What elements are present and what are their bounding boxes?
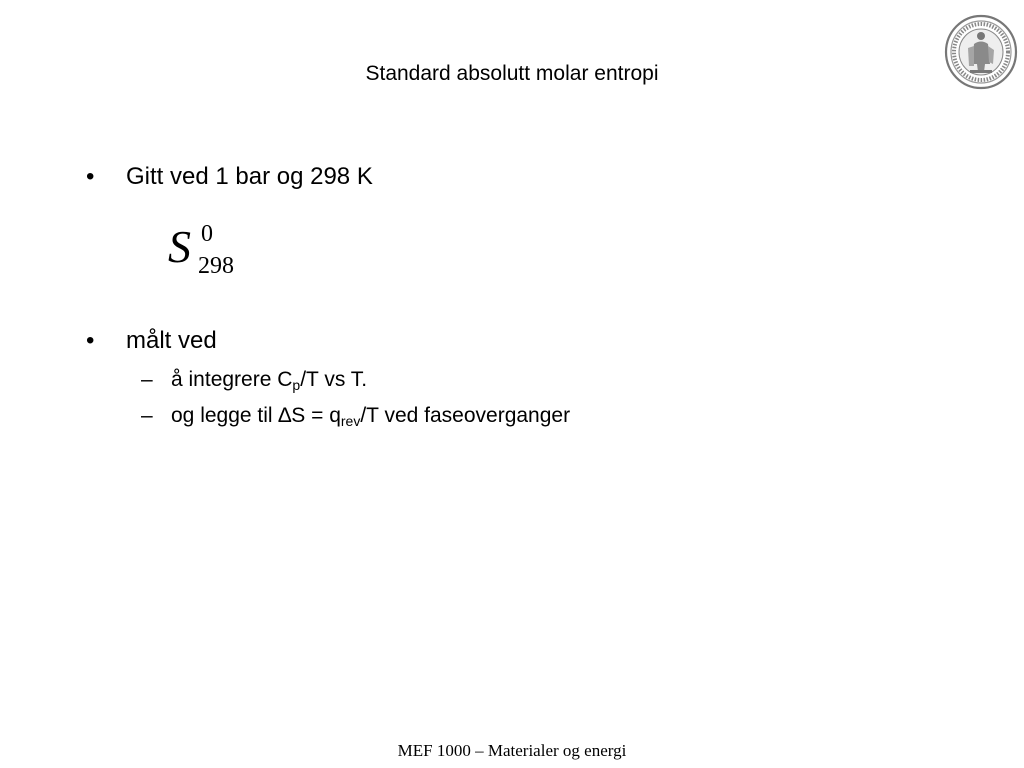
sub-bullet-text-pre: og legge til ∆S = q: [171, 404, 341, 427]
university-seal-logo: [944, 14, 1018, 90]
sub-bullet-text-pre: å integrere C: [171, 368, 293, 391]
bullet-item-2: [86, 326, 217, 356]
sub-bullet-marker: –: [141, 404, 153, 427]
slide-title: Standard absolutt molar entropi: [365, 62, 659, 85]
entropy-formula: [168, 220, 258, 290]
sub-bullet-text-post: /T ved faseoverganger: [360, 404, 571, 427]
sub-bullet-item-1: [141, 367, 367, 393]
sub-bullet-text-post: /T vs T.: [300, 368, 368, 391]
formula-superscript: 0: [201, 221, 213, 247]
sub-bullet-item-2: [141, 403, 570, 429]
bullet-item-1: [86, 162, 373, 192]
bullet-marker: •: [86, 163, 95, 190]
formula-subscript: 298: [198, 253, 234, 279]
sub-bullet-marker: –: [141, 368, 153, 391]
sub-bullet-subscript: p: [292, 377, 301, 393]
bullet-text: målt ved: [126, 327, 217, 354]
slide-footer: MEF 1000 – Materialer og energi: [397, 741, 627, 760]
formula-symbol: S: [168, 221, 191, 272]
bullet-text: Gitt ved 1 bar og 298 K: [126, 163, 373, 190]
sub-bullet-subscript: rev: [340, 413, 361, 429]
bullet-marker: •: [86, 327, 95, 354]
